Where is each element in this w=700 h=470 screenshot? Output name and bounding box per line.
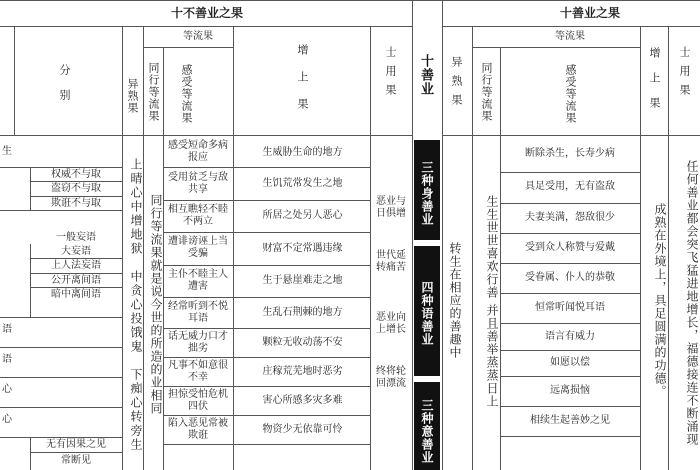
left-zengshang-cell: 生饥荒常发生之地 <box>262 178 343 189</box>
right-ganshou-cell: 夫妻美满，怨敌很少 <box>525 212 615 223</box>
right-tongxing-text: 生生世世喜欢行善 并且善举蒸蒸日上 <box>485 194 499 408</box>
rule-l-r3 <box>0 317 122 318</box>
rule-rg1 <box>500 172 640 173</box>
left-sub-item: 大妄语 <box>61 246 91 257</box>
vrule-7 <box>442 0 443 470</box>
left-zengshang-cell: 生威胁生命的地方 <box>262 147 343 158</box>
rule-g3 <box>163 232 370 233</box>
band-speech-label: 四种语善业 <box>420 280 434 346</box>
left-sub-item: 一般妄语 <box>56 232 96 243</box>
left-shiyong-cell: 世代延转痛苦 <box>376 250 406 273</box>
left-ganshou-cell: 话无威力口才拙劣 <box>168 331 228 354</box>
left-tongxing-text: 同行等流果就是说今世的所造的业相同 <box>149 193 163 415</box>
left-cat: 语 <box>2 324 12 335</box>
rule-g5 <box>163 297 370 298</box>
left-zengshang-cell: 所居之处另人恶心 <box>262 210 343 221</box>
rule-l-r1 <box>0 167 122 168</box>
vrule-9 <box>500 47 501 470</box>
left-zengshang-cell: 生乱石荆棘的地方 <box>262 307 343 318</box>
rule-rg3 <box>500 233 640 234</box>
left-sub-item: 盗窃不与取 <box>51 183 101 194</box>
rule-l-r4 <box>0 347 122 348</box>
rule-header-left <box>0 135 412 136</box>
vrule-4 <box>233 26 234 470</box>
right-zengshang-text: 成熟在外境上，具足圆满的功德。 <box>653 202 667 398</box>
right-ganshou-cell: 受眷属、仆人的恭敬 <box>525 272 615 283</box>
right-yishu-text: 转生在相应的善趣中 <box>448 241 462 359</box>
rule-g9 <box>163 415 370 416</box>
vrule-8 <box>472 26 473 470</box>
left-ganshou-cell: 担惊受怕危机四伏 <box>168 389 228 412</box>
rule-g6 <box>163 328 370 329</box>
vrule-2 <box>143 26 144 470</box>
right-header-tongxing: 同行等流果 <box>480 62 493 122</box>
left-cat: 心 <box>2 384 12 395</box>
left-ganshou-cell: 受用贫乏与敌共享 <box>168 172 228 195</box>
left-header-ganshou: 感受等流果 <box>180 64 193 124</box>
rule-title-right <box>442 26 700 27</box>
right-header-ganshou: 感受等流果 <box>564 64 577 124</box>
vrule-0 <box>14 26 15 136</box>
left-header-fenbie: 分别 <box>58 64 71 114</box>
right-header-shiyong: 士用果 <box>678 45 691 103</box>
band-body-label: 三种身善业 <box>420 160 434 226</box>
rule-dengliu-left <box>143 47 233 48</box>
rule-rg4 <box>500 263 640 264</box>
left-shiyong-cell: 恶业与日俱增 <box>376 196 406 219</box>
left-shiyong-cell: 恶业向上增长 <box>376 312 406 335</box>
left-cat: 生 <box>2 146 12 157</box>
vrule-10 <box>640 26 641 470</box>
rule-rg5 <box>500 293 640 294</box>
left-sub-item: 权威不与取 <box>51 169 101 180</box>
rule-rg2 <box>500 203 640 204</box>
right-header-zengshang: 增上果 <box>648 46 661 122</box>
right-shiyong-text: 任何善业都会突飞猛进地增长，福德接连不断涌现 <box>685 160 699 446</box>
rule-l-r2 <box>0 210 122 211</box>
rule-l-s6 <box>30 452 122 453</box>
rule-l-s5 <box>30 287 122 288</box>
left-ganshou-cell: 遭诽谤诬上当受骗 <box>168 236 228 259</box>
left-cat: 心 <box>2 414 12 425</box>
left-ganshou-cell: 相互瞧轻不睦不两立 <box>168 204 228 227</box>
left-zengshang-cell: 财富不定常遇违缘 <box>262 243 343 254</box>
rule-l-r6 <box>0 407 122 408</box>
right-title: 十善业之果 <box>559 6 620 20</box>
left-title: 十不善业之果 <box>170 6 243 20</box>
left-zengshang-cell: 生于悬崖难走之地 <box>262 275 343 286</box>
right-ganshou-cell: 相续生起善妙之见 <box>530 415 610 426</box>
left-ganshou-cell: 陷入恶见常被欺诳 <box>168 418 228 441</box>
vrule-11 <box>668 26 669 470</box>
rule-g1 <box>163 167 370 168</box>
vrule-3 <box>163 47 164 470</box>
rule-g7 <box>163 357 370 358</box>
rule-l-s3 <box>30 258 122 259</box>
right-header-yishu: 异熟果 <box>450 55 463 113</box>
band-mind-label: 三种意善业 <box>420 398 434 464</box>
left-sub-item: 常断见 <box>61 455 91 466</box>
center-band-title: 十善业 <box>418 54 433 96</box>
left-ganshou-cell: 感受短命多病报应 <box>168 140 228 163</box>
left-ganshou-cell: 经常听到不悦耳语 <box>168 301 228 324</box>
right-header-dengliu: 等流果 <box>555 31 585 42</box>
left-shiyong-cell: 终将轮回漂流 <box>376 366 406 389</box>
left-zengshang-cell: 害心所感多灾多难 <box>262 395 343 406</box>
rule-g2 <box>163 200 370 201</box>
rule-g4 <box>163 265 370 266</box>
left-zengshang-cell: 颗粒无收动荡不安 <box>262 337 343 348</box>
left-cat: 语 <box>2 354 12 365</box>
left-ganshou-cell: 凡事不如意很不幸 <box>168 360 228 383</box>
rule-l-s4 <box>30 273 122 274</box>
left-header-zengshang: 增上果 <box>296 44 309 125</box>
rule-l-r5 <box>0 377 122 378</box>
rule-header-right <box>442 135 700 136</box>
left-header-shiyong: 士用果 <box>384 45 397 103</box>
rule-l-s1 <box>30 181 122 182</box>
left-sub-item: 公开离间语 <box>51 275 101 286</box>
vrule-1 <box>122 26 123 470</box>
right-ganshou-cell: 远离损恼 <box>550 385 590 396</box>
rule-l-s2 <box>30 196 122 197</box>
right-ganshou-cell: 如愿以偿 <box>550 357 590 368</box>
left-header-yishu: 异熟果 <box>126 78 139 114</box>
rule-rg9 <box>500 406 640 407</box>
left-header-tongxing: 同行等流果 <box>147 62 160 122</box>
rule-title-left <box>0 26 412 27</box>
rule-rg6 <box>500 323 640 324</box>
rule-rg7 <box>500 350 640 351</box>
vrule-6 <box>412 0 413 470</box>
vrule-5 <box>370 26 371 470</box>
right-ganshou-cell: 受到众人称赞与爱戴 <box>525 242 615 253</box>
left-zengshang-cell: 物资少无依靠可怜 <box>262 424 343 435</box>
left-sub-item: 上人法妄语 <box>51 260 101 271</box>
rule-dengliu-right <box>472 47 640 48</box>
right-ganshou-cell: 具足受用，无有盗敌 <box>525 181 615 192</box>
right-ganshou-cell: 恒常听闻悦耳语 <box>535 302 605 313</box>
left-ganshou-cell: 主仆不睦主人遭害 <box>168 269 228 292</box>
rule-rg10 <box>500 436 640 437</box>
left-zengshang-cell: 庄稼荒芜地时恶劣 <box>262 366 343 377</box>
left-sub-item: 暗中离间语 <box>51 289 101 300</box>
rule-l-r7 <box>0 437 122 438</box>
right-ganshou-cell: 语言有威力 <box>545 331 595 342</box>
rule-top <box>0 0 700 1</box>
left-yishu-text: 上晴心中增地狱 中贪心投饿鬼 下痴心转旁生 <box>129 158 143 452</box>
rule-rg8 <box>500 376 640 377</box>
right-ganshou-cell: 断除杀生，长寿少病 <box>525 148 615 159</box>
rule-g10 <box>163 444 370 445</box>
left-sub-item: 无有因果之见 <box>46 439 106 450</box>
rule-g8 <box>163 386 370 387</box>
left-header-dengliu: 等流果 <box>183 31 213 42</box>
left-sub-item: 欺诳不与取 <box>51 198 101 209</box>
